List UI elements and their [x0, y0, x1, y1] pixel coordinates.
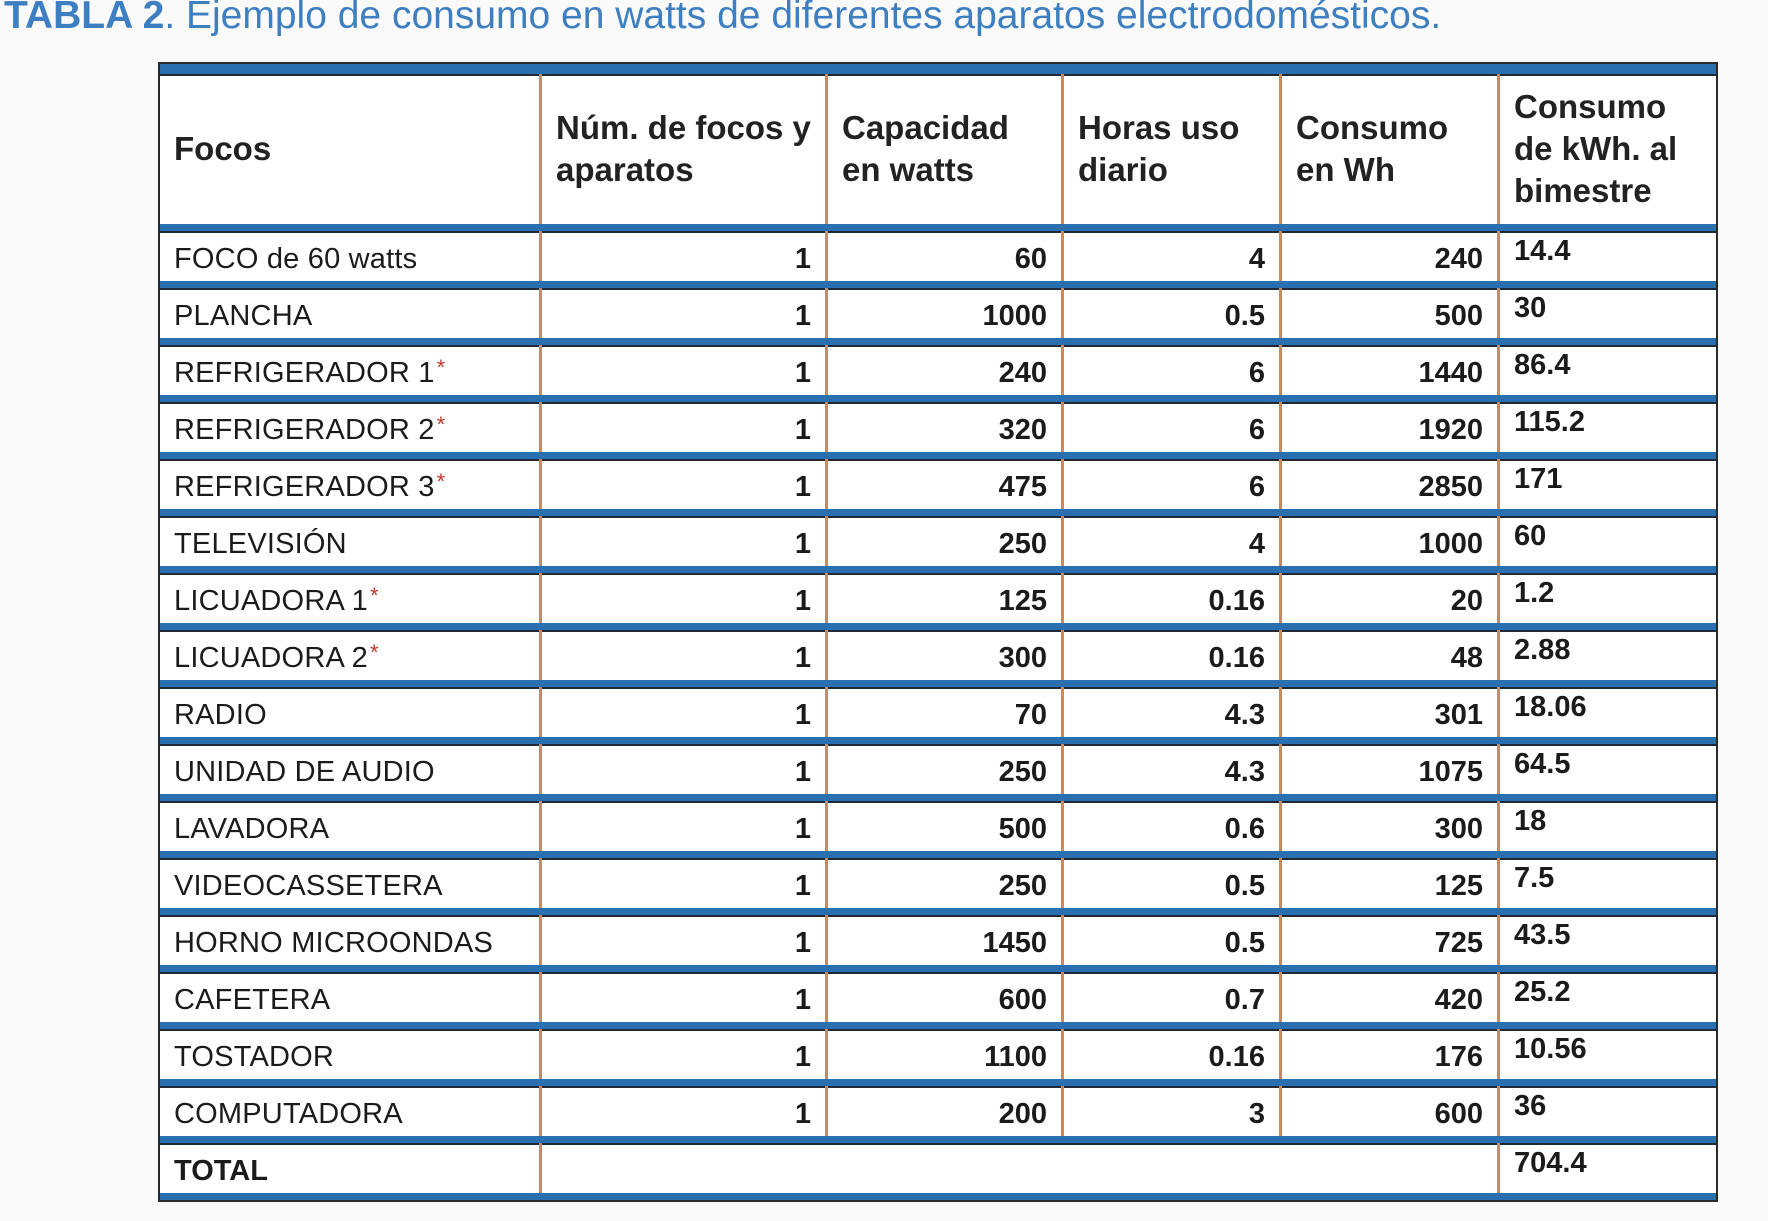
appliance-watts-text: 125: [998, 585, 1047, 617]
table-row: [160, 680, 1716, 737]
table-row: [160, 1022, 1716, 1079]
appliance-count: [542, 744, 828, 794]
appliance-count-text: 1: [794, 585, 811, 617]
appliance-wh-text: 301: [1434, 699, 1483, 731]
appliance-watts-text: 200: [998, 1098, 1047, 1130]
appliance-count: [542, 516, 828, 566]
appliance-wh-text: 1000: [1418, 528, 1483, 560]
appliance-kwh: [1500, 744, 1716, 794]
appliance-watts-text: 250: [998, 756, 1047, 788]
appliance-kwh: [1500, 630, 1716, 680]
appliance-hours-text: 0.16: [1208, 642, 1265, 674]
appliance-wh-text: 240: [1434, 243, 1483, 275]
appliance-name-text: REFRIGERADOR 1: [174, 357, 435, 389]
appliance-watts-text: 1450: [982, 927, 1047, 959]
appliance-watts: [828, 231, 1064, 281]
caption-label: TABLA 2: [4, 0, 165, 37]
appliance-watts-text: 70: [1014, 699, 1047, 731]
appliance-wh: [1282, 573, 1500, 623]
appliance-wh: [1282, 459, 1500, 509]
appliance-count-text: 1: [794, 813, 811, 845]
appliance-kwh-text: 115.2: [1514, 406, 1585, 438]
appliance-wh-text: 600: [1434, 1098, 1483, 1130]
appliance-kwh-text: 7.5: [1514, 862, 1555, 894]
appliance-hours: [1064, 573, 1282, 623]
table-row: [160, 224, 1716, 281]
appliance-kwh-text: 18.06: [1514, 691, 1587, 723]
appliance-kwh: [1500, 288, 1716, 338]
appliance-kwh: [1500, 801, 1716, 851]
appliance-name-text: CAFETERA: [174, 984, 331, 1016]
appliance-kwh: [1500, 459, 1716, 509]
table-row: [160, 338, 1716, 395]
table-row: [160, 395, 1716, 452]
appliance-wh-text: 725: [1434, 927, 1483, 959]
appliance-kwh-text: 10.56: [1514, 1033, 1587, 1065]
appliance-count-text: 1: [794, 300, 811, 332]
appliance-watts: [828, 972, 1064, 1022]
header-wh: Consumo en Wh: [1282, 74, 1500, 224]
appliance-count: [542, 1086, 828, 1136]
appliance-wh-text: 420: [1434, 984, 1483, 1016]
appliance-kwh-text: 1.2: [1514, 577, 1555, 609]
appliance-kwh: [1500, 402, 1716, 452]
table-row: [160, 851, 1716, 908]
appliance-watts: [828, 402, 1064, 452]
appliance-kwh-text: 14.4: [1514, 235, 1571, 267]
appliance-hours-text: 4.3: [1224, 756, 1265, 788]
appliance-watts: [828, 801, 1064, 851]
appliance-wh-text: 176: [1434, 1041, 1483, 1073]
appliance-name-text: TOSTADOR: [174, 1041, 335, 1073]
table-row: [160, 623, 1716, 680]
appliance-hours-text: 4.3: [1224, 699, 1265, 731]
appliance-hours-text: 6: [1248, 471, 1265, 503]
appliance-wh-text: 48: [1450, 642, 1483, 674]
appliance-count: [542, 402, 828, 452]
table-row: [160, 908, 1716, 965]
appliance-name: [160, 1029, 542, 1079]
appliance-hours: [1064, 288, 1282, 338]
appliance-hours: [1064, 516, 1282, 566]
appliance-name-text: HORNO MICROONDAS: [174, 927, 493, 959]
appliance-count-text: 1: [794, 699, 811, 731]
appliance-hours-text: 0.5: [1224, 927, 1265, 959]
appliance-wh-text: 125: [1434, 870, 1483, 902]
appliance-hours-text: 6: [1248, 414, 1265, 446]
appliance-kwh-text: 43.5: [1514, 919, 1571, 951]
appliance-wh: [1282, 687, 1500, 737]
appliance-wh-text: 300: [1434, 813, 1483, 845]
total-label: TOTAL: [160, 1143, 542, 1193]
appliance-hours: [1064, 345, 1282, 395]
appliance-name: [160, 858, 542, 908]
consumption-table: [158, 62, 1718, 1202]
appliance-wh: [1282, 402, 1500, 452]
appliance-count-text: 1: [794, 756, 811, 788]
appliance-hours-text: 0.16: [1208, 585, 1265, 617]
appliance-name-text: LICUADORA 1: [174, 585, 368, 617]
table-body: [160, 224, 1716, 1136]
appliance-watts: [828, 573, 1064, 623]
appliance-count: [542, 858, 828, 908]
appliance-kwh-text: 30: [1514, 292, 1547, 324]
appliance-watts: [828, 915, 1064, 965]
table-row: [160, 794, 1716, 851]
appliance-hours: [1064, 915, 1282, 965]
appliance-hours: [1064, 630, 1282, 680]
appliance-hours: [1064, 1029, 1282, 1079]
table-total-row: [160, 1136, 1716, 1200]
appliance-watts: [828, 858, 1064, 908]
appliance-kwh-text: 60: [1514, 520, 1547, 552]
appliance-kwh: [1500, 858, 1716, 908]
appliance-kwh: [1500, 687, 1716, 737]
appliance-watts-text: 60: [1014, 243, 1047, 275]
table-row: [160, 965, 1716, 1022]
appliance-name-text: VIDEOCASSETERA: [174, 870, 443, 902]
appliance-name-text: PLANCHA: [174, 300, 313, 332]
appliance-hours-text: 6: [1248, 357, 1265, 389]
appliance-count: [542, 573, 828, 623]
appliance-count: [542, 915, 828, 965]
appliance-name: [160, 915, 542, 965]
appliance-hours-text: 4: [1248, 528, 1265, 560]
header-watts: Capacidad en watts: [828, 74, 1064, 224]
appliance-watts-text: 240: [998, 357, 1047, 389]
appliance-kwh-text: 25.2: [1514, 976, 1571, 1008]
appliance-count-text: 1: [794, 471, 811, 503]
appliance-hours: [1064, 801, 1282, 851]
appliance-wh: [1282, 744, 1500, 794]
appliance-kwh: [1500, 573, 1716, 623]
appliance-kwh-text: 64.5: [1514, 748, 1571, 780]
appliance-wh: [1282, 972, 1500, 1022]
appliance-wh-text: 1440: [1418, 357, 1483, 389]
appliance-count: [542, 801, 828, 851]
table-row: [160, 509, 1716, 566]
appliance-count-text: 1: [794, 870, 811, 902]
appliance-count-text: 1: [794, 1098, 811, 1130]
appliance-kwh: [1500, 516, 1716, 566]
asterisk-note: *: [436, 412, 446, 437]
appliance-count-text: 1: [794, 927, 811, 959]
table-header-row: [160, 64, 1716, 224]
appliance-kwh: [1500, 1029, 1716, 1079]
appliance-name: [160, 288, 542, 338]
appliance-name-text: RADIO: [174, 699, 267, 731]
appliance-name-text: COMPUTADORA: [174, 1098, 403, 1130]
appliance-watts: [828, 516, 1064, 566]
appliance-watts-text: 300: [998, 642, 1047, 674]
table-row: [160, 566, 1716, 623]
appliance-wh-text: 500: [1434, 300, 1483, 332]
appliance-hours: [1064, 402, 1282, 452]
appliance-kwh-text: 171: [1514, 463, 1563, 495]
appliance-kwh: [1500, 231, 1716, 281]
appliance-hours-text: 3: [1248, 1098, 1265, 1130]
appliance-name-text: TELEVISIÓN: [174, 528, 347, 560]
appliance-watts: [828, 1029, 1064, 1079]
appliance-name: [160, 573, 542, 623]
appliance-watts: [828, 687, 1064, 737]
appliance-count-text: 1: [794, 984, 811, 1016]
appliance-count: [542, 972, 828, 1022]
total-empty-cell: [542, 1143, 1500, 1193]
appliance-watts-text: 1100: [984, 1041, 1047, 1073]
appliance-name-text: UNIDAD DE AUDIO: [174, 756, 435, 788]
appliance-count-text: 1: [794, 1041, 811, 1073]
appliance-wh: [1282, 231, 1500, 281]
header-kwh: Consumo de kWh. al bimestre: [1514, 88, 1678, 209]
appliance-watts: [828, 345, 1064, 395]
appliance-hours-text: 0.16: [1208, 1041, 1265, 1073]
appliance-name: [160, 744, 542, 794]
appliance-count: [542, 345, 828, 395]
table-row: [160, 281, 1716, 338]
appliance-count: [542, 687, 828, 737]
appliance-wh: [1282, 516, 1500, 566]
appliance-watts: [828, 1086, 1064, 1136]
appliance-watts: [828, 288, 1064, 338]
appliance-kwh-text: 36: [1514, 1090, 1547, 1122]
appliance-wh-text: 20: [1450, 585, 1483, 617]
appliance-name: [160, 459, 542, 509]
caption-text: . Ejemplo de consumo en watts de diferentes aparatos electrodomésticos.: [164, 0, 1442, 37]
appliance-count: [542, 630, 828, 680]
appliance-watts: [828, 630, 1064, 680]
asterisk-note: *: [436, 469, 446, 494]
asterisk-note: *: [370, 640, 379, 665]
appliance-hours-text: 0.5: [1224, 300, 1265, 332]
appliance-name-text: REFRIGERADOR 2: [174, 414, 435, 446]
header-focos: Focos: [160, 74, 542, 224]
table-caption: [4, 0, 1441, 38]
appliance-hours: [1064, 858, 1282, 908]
appliance-name: [160, 687, 542, 737]
asterisk-note: *: [436, 355, 446, 380]
appliance-hours: [1064, 687, 1282, 737]
appliance-count-text: 1: [794, 642, 811, 674]
appliance-watts-text: 500: [998, 813, 1047, 845]
appliance-watts-text: 320: [998, 414, 1047, 446]
total-kwh: 704.4: [1514, 1147, 1587, 1179]
appliance-watts-text: 1000: [982, 300, 1047, 332]
header-count: Núm. de focos y aparatos: [542, 74, 828, 224]
appliance-name: [160, 972, 542, 1022]
appliance-count-text: 1: [794, 528, 811, 560]
appliance-count-text: 1: [794, 243, 811, 275]
appliance-watts-text: 250: [998, 870, 1047, 902]
appliance-count: [542, 1029, 828, 1079]
appliance-count-text: 1: [794, 357, 811, 389]
appliance-wh: [1282, 1086, 1500, 1136]
appliance-hours-text: 4: [1248, 243, 1265, 275]
appliance-name: [160, 1086, 542, 1136]
appliance-watts: [828, 459, 1064, 509]
header-hours: Horas uso diario: [1064, 74, 1282, 224]
appliance-hours: [1064, 744, 1282, 794]
appliance-wh-text: 1075: [1418, 756, 1483, 788]
appliance-watts: [828, 744, 1064, 794]
appliance-hours-text: 0.7: [1224, 984, 1265, 1016]
appliance-hours: [1064, 231, 1282, 281]
appliance-name: [160, 630, 542, 680]
appliance-wh: [1282, 288, 1500, 338]
appliance-kwh-text: 86.4: [1514, 349, 1571, 381]
appliance-count: [542, 231, 828, 281]
appliance-kwh: [1500, 1086, 1716, 1136]
appliance-kwh-text: 18: [1514, 805, 1547, 837]
appliance-hours: [1064, 459, 1282, 509]
appliance-wh: [1282, 858, 1500, 908]
appliance-name: [160, 801, 542, 851]
table-row: [160, 737, 1716, 794]
appliance-hours-text: 0.6: [1224, 813, 1265, 845]
appliance-name: [160, 345, 542, 395]
appliance-watts-text: 250: [998, 528, 1047, 560]
appliance-kwh: [1500, 915, 1716, 965]
appliance-name-text: FOCO de 60 watts: [174, 243, 418, 275]
appliance-wh: [1282, 801, 1500, 851]
appliance-kwh: [1500, 972, 1716, 1022]
appliance-count-text: 1: [794, 414, 811, 446]
appliance-kwh: [1500, 345, 1716, 395]
appliance-name-text: LAVADORA: [174, 813, 330, 845]
appliance-wh: [1282, 915, 1500, 965]
appliance-wh: [1282, 345, 1500, 395]
appliance-hours: [1064, 972, 1282, 1022]
appliance-kwh-text: 2.88: [1514, 634, 1571, 666]
table-row: [160, 452, 1716, 509]
appliance-wh: [1282, 1029, 1500, 1079]
table-row: [160, 1079, 1716, 1136]
appliance-count: [542, 459, 828, 509]
appliance-name: [160, 516, 542, 566]
appliance-name-text: LICUADORA 2: [174, 642, 368, 674]
appliance-wh-text: 1920: [1418, 414, 1483, 446]
appliance-name: [160, 402, 542, 452]
appliance-watts-text: 475: [998, 471, 1047, 503]
appliance-name: [160, 231, 542, 281]
asterisk-note: *: [370, 583, 379, 608]
appliance-wh-text: 2850: [1418, 471, 1483, 503]
appliance-hours-text: 0.5: [1224, 870, 1265, 902]
appliance-name-text: REFRIGERADOR 3: [174, 471, 435, 503]
appliance-count: [542, 288, 828, 338]
appliance-hours: [1064, 1086, 1282, 1136]
appliance-watts-text: 600: [998, 984, 1047, 1016]
appliance-wh: [1282, 630, 1500, 680]
